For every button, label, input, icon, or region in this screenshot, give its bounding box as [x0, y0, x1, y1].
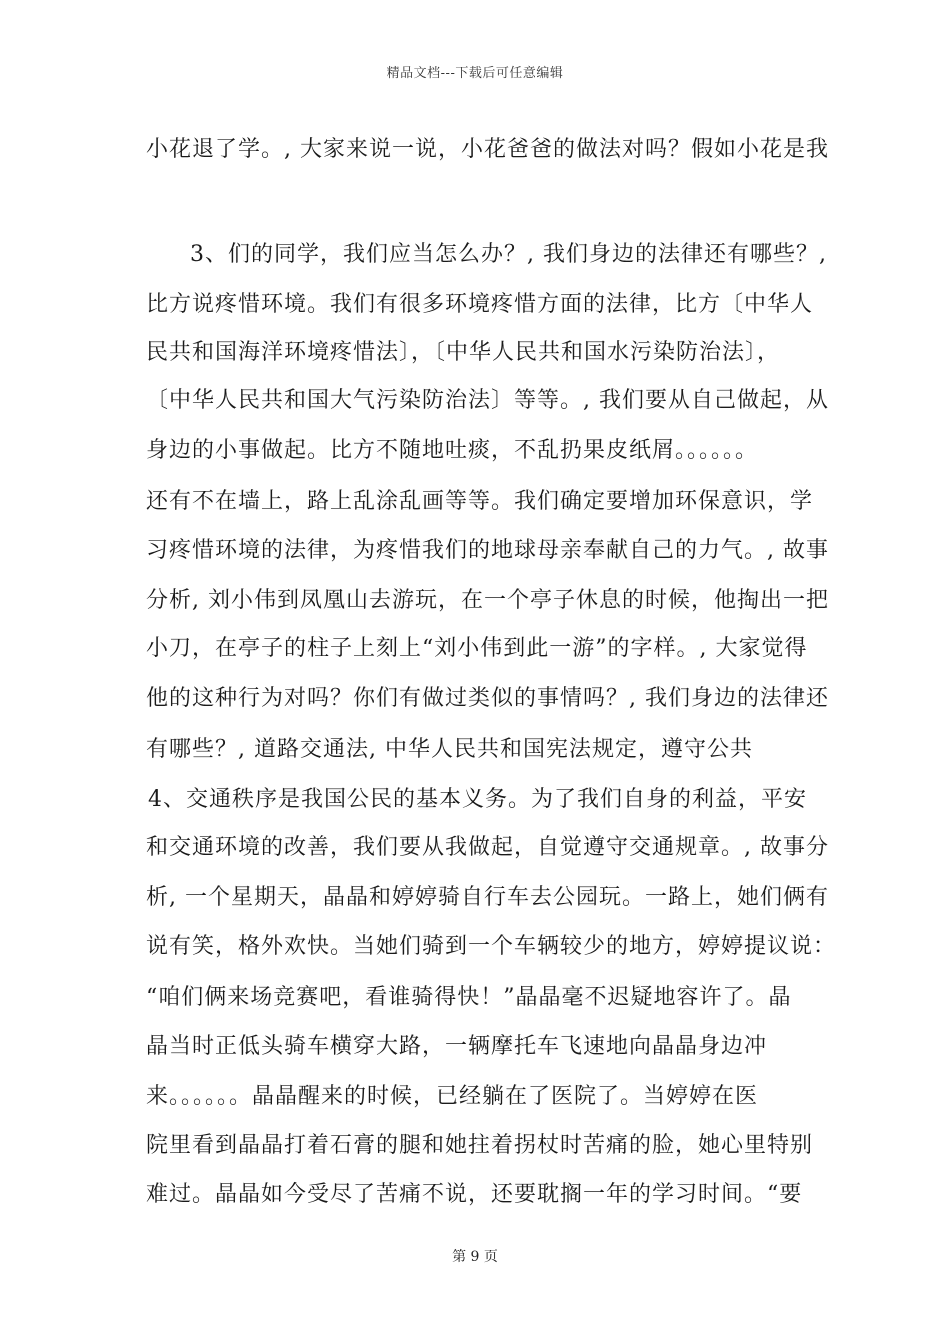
- text-line: 有哪些？, 道路交通法, 中华人民共和国宪法规定，遵守公共: [146, 737, 753, 762]
- text-line: 说有笑，格外欢快。当她们骑到一个车辆较少的地方，婷婷提议说：: [146, 934, 837, 959]
- text-line: 难过。晶晶如今受尽了苦痛不说，还要耽搁一年的学习时间。“要: [146, 1182, 803, 1207]
- text-line: 身边的小事做起。比方不随地吐痰，不乱扔果皮纸屑。。。。。。: [146, 438, 759, 463]
- text-line: 小刀，在亭子的柱子上刻上“刘小伟到此一游”的字样。, 大家觉得: [146, 636, 808, 661]
- text-line: 3、们的同学，我们应当怎么办？, 我们身边的法律还有哪些？,: [190, 242, 827, 267]
- text-line: 来。。。。。。晶晶醒来的时候，已经躺在了医院了。当婷婷在医: [146, 1084, 759, 1109]
- text-line: 晶当时正低头骑车横穿大路，一辆摩托车飞速地向晶晶身边冲: [146, 1034, 768, 1059]
- text-line: 〔中华人民共和国大气污染防治法〕等等。, 我们要从自己做起，从: [146, 388, 829, 413]
- text-line: 民共和国海洋环境疼惜法〕，〔中华人民共和国水污染防治法〕，: [146, 340, 781, 365]
- page-header: 精品文档---下载后可任意编辑: [386, 66, 564, 81]
- text-line: 比方说疼惜环境。我们有很多环境疼惜方面的法律，比方〔中华人: [146, 292, 814, 317]
- text-line: 和交通环境的改善，我们要从我做起，自觉遵守交通规章。, 故事分: [146, 835, 829, 860]
- text-line: 院里看到晶晶打着石膏的腿和她拄着拐杖时苦痛的脸，她心里特别: [146, 1133, 814, 1158]
- text-line: 他的这种行为对吗？你们有做过类似的事情吗？, 我们身边的法律还: [146, 686, 829, 711]
- text-line: 4、交通秩序是我国公民的基本义务。为了我们自身的利益，平安: [148, 787, 807, 812]
- text-line: 分析, 刘小伟到凤凰山去游玩，在一个亭子休息的时候，他掏出一把: [146, 588, 829, 613]
- text-line: 析, 一个星期天，晶晶和婷婷骑自行车去公园玩。一路上，她们俩有: [146, 885, 829, 910]
- text-line: 小花退了学。, 大家来说一说，小花爸爸的做法对吗？假如小花是我: [146, 137, 829, 162]
- text-line: 还有不在墙上，路上乱涂乱画等等。我们确定要增加环保意识，学: [146, 489, 814, 514]
- page-number: 第 9 页: [452, 1249, 498, 1265]
- text-line: “咱们俩来场竞赛吧，看谁骑得快！”晶晶毫不迟疑地容许了。晶: [146, 985, 792, 1010]
- text-line: 习疼惜环境的法律，为疼惜我们的地球母亲奉献自己的力气。, 故事: [146, 538, 829, 563]
